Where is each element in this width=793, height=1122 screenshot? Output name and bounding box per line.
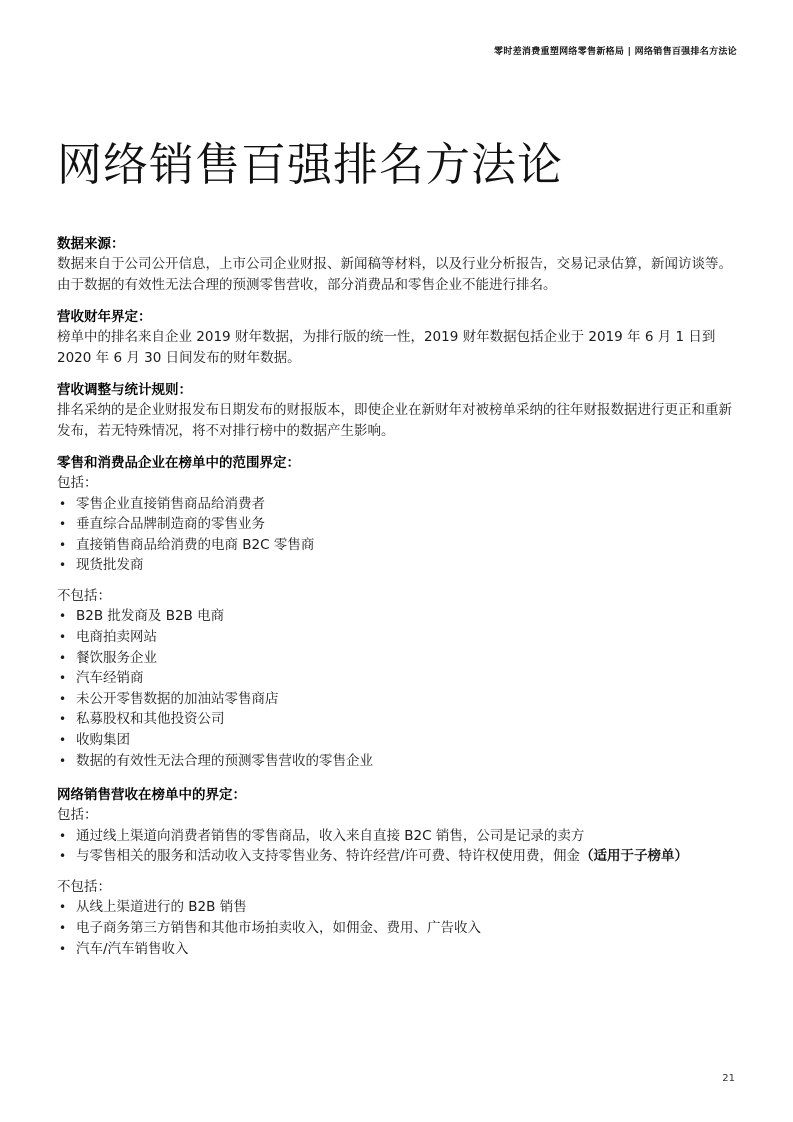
section-fiscal-year — [57, 307, 737, 368]
list-item-text: 电子商务第三方销售和其他市场拍卖收入，如佣金、费用、广告收入 — [76, 919, 481, 936]
bullet-icon: • — [59, 732, 67, 747]
running-header: 零时差消费重塑网络零售新格局 | 网络销售百强排名方法论 — [494, 47, 737, 57]
bullet-icon: • — [59, 712, 67, 727]
bullet-icon: • — [59, 849, 67, 864]
list-item-text: 零售企业直接销售商品给消费者 — [76, 495, 265, 512]
list-item — [57, 668, 737, 689]
exclude-label: 不包括： — [57, 587, 111, 604]
list-item — [57, 826, 737, 847]
list-item — [57, 494, 737, 515]
list-item — [57, 627, 737, 648]
bullet-icon: • — [59, 650, 67, 665]
section-online-revenue-scope — [57, 785, 737, 959]
list-item-text: 汽车经销商 — [76, 670, 144, 687]
bullet-icon: • — [59, 941, 67, 956]
list-item-text: 电商拍卖网站 — [76, 628, 157, 645]
list-item-text: 垂直综合品牌制造商的零售业务 — [76, 516, 265, 533]
section-retail-scope — [57, 453, 737, 771]
list-item-text: 从线上渠道进行的 B2B 销售 — [76, 899, 247, 916]
section-body: 榜单中的排名来自企业 2019 财年数据，为排行版的统一性，2019 财年数据包括企业于 2019 年 6 月 1 日到 2020 年 6 月 30 日间发布的财年数据。 — [57, 329, 716, 366]
list-item-text: 餐饮服务企业 — [76, 649, 157, 666]
list-item-text: 直接销售商品给消费的电商 B2C 零售商 — [76, 536, 315, 553]
list-item — [57, 751, 737, 772]
list-item — [57, 535, 737, 556]
list-item — [57, 730, 737, 751]
bullet-icon: • — [59, 558, 67, 573]
bullet-icon: • — [59, 629, 67, 644]
bullet-icon: • — [59, 537, 67, 552]
section-heading: 数据来源： — [57, 236, 125, 252]
sub-list-note: （适用于子榜单） — [580, 848, 689, 865]
list-item-text: 未公开零售数据的加油站零售商店 — [76, 690, 279, 707]
list-item — [57, 648, 737, 669]
page-title: 网络销售百强排名方法论 — [57, 138, 564, 191]
bullet-icon: • — [59, 496, 67, 511]
list-item-text: 与零售相关的服务和活动收入支持零售业务、特许经营/许可费、特许权使用费，佣金 — [76, 848, 581, 865]
list-item — [57, 514, 737, 535]
list-item-text: 私募股权和其他投资公司 — [76, 711, 225, 728]
bullet-icon: • — [59, 517, 67, 532]
section-heading: 零售和消费品企业在榜单中的范围界定： — [57, 455, 300, 471]
section-heading: 营收财年界定： — [57, 309, 152, 325]
section-data-source — [57, 234, 737, 295]
list-item — [57, 689, 737, 710]
exclude-list — [57, 606, 737, 771]
document-body — [57, 234, 737, 971]
include-list — [57, 494, 737, 576]
list-item — [57, 606, 737, 627]
bullet-icon: • — [59, 609, 67, 624]
include-label: 包括： — [57, 475, 98, 491]
list-item — [57, 939, 737, 960]
page-number: 21 — [722, 1073, 735, 1084]
bullet-icon: • — [59, 753, 67, 768]
section-body: 数据来自于公司公开信息，上市公司企业财报、新闻稿等材料，以及行业分析报告，交易记录估算，新闻访谈等。由于数据的有效性无法合理的预测零售营收，部分消费品和零售企业不能进行排名。 — [57, 256, 732, 293]
list-item-text: 现货批发商 — [76, 557, 144, 574]
list-item — [57, 709, 737, 730]
bullet-icon: • — [59, 691, 67, 706]
list-item-text: 数据的有效性无法合理的预测零售营收的零售企业 — [76, 752, 373, 769]
list-item-text: 收购集团 — [76, 731, 130, 748]
section-heading: 网络销售营收在榜单中的界定： — [57, 787, 246, 804]
section-heading: 营收调整与统计规则： — [57, 382, 192, 398]
include-label: 包括： — [57, 807, 98, 824]
include-list — [57, 826, 737, 867]
list-item-text: 通过线上渠道向消费者销售的零售商品，收入来自直接 B2C 销售，公司是记录的卖方 — [76, 827, 585, 844]
list-item-text: B2B 批发商及 B2B 电商 — [76, 608, 225, 625]
section-revenue-rules — [57, 380, 737, 441]
list-item — [57, 555, 737, 576]
bullet-icon: • — [59, 828, 67, 843]
list-item — [57, 918, 737, 939]
bullet-icon: • — [59, 920, 67, 935]
list-item-text: 汽车/汽车销售收入 — [76, 940, 189, 957]
list-item — [57, 846, 737, 867]
exclude-label: 不包括： — [57, 878, 111, 895]
bullet-icon: • — [59, 900, 67, 915]
bullet-icon: • — [59, 671, 67, 686]
list-item — [57, 897, 737, 918]
section-body: 排名采纳的是企业财报发布日期发布的财报版本，即使企业在新财年对被榜单采纳的往年财报数据进行更正和重新发布，若无特殊情况，将不对排行榜中的数据产生影响。 — [57, 402, 732, 439]
exclude-list — [57, 897, 737, 959]
